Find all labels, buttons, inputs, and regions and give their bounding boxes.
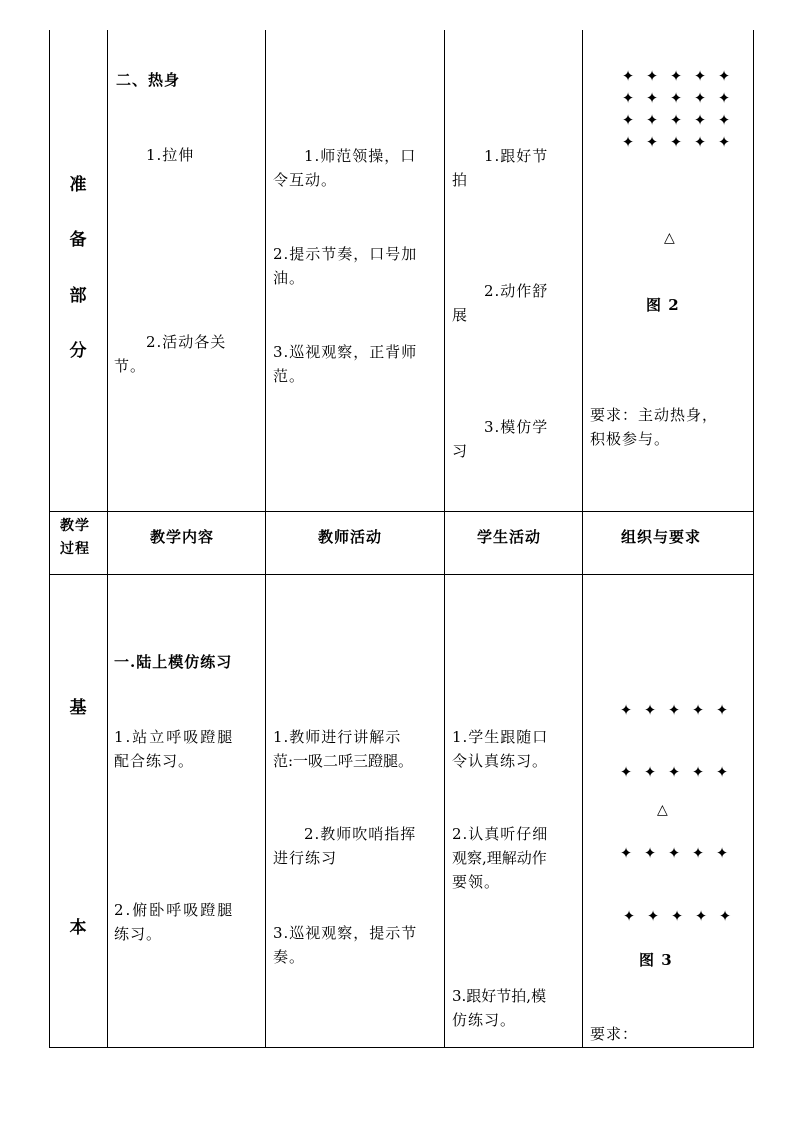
star-icon: ✦ (717, 111, 731, 129)
basic-star-row-3 (617, 843, 731, 863)
star-icon: ✦ (717, 67, 731, 85)
basic-requirement: 要求： (590, 1025, 639, 1043)
prep-student-1-line1: 1.跟好节 (484, 147, 549, 165)
star-icon: ✦ (717, 133, 731, 151)
prep-teacher-2-line2: 油。 (273, 269, 306, 287)
prep-star-row-1 (619, 66, 733, 86)
basic-teacher-2-line1: 2.教师吹哨指挥 (304, 825, 417, 843)
star-icon: ✦ (619, 844, 633, 862)
star-icon: ✦ (667, 763, 681, 781)
header-student: 学生活动 (477, 528, 542, 546)
star-icon: ✦ (694, 907, 708, 925)
star-icon: ✦ (643, 844, 657, 862)
col-divider-2 (265, 30, 266, 1048)
basic-star-row-2 (617, 762, 731, 782)
prep-side-char-3: 部 (69, 286, 87, 306)
star-icon: ✦ (691, 844, 705, 862)
star-icon: ✦ (693, 111, 707, 129)
prep-teacher-1-line2: 令互动。 (273, 171, 338, 189)
basic-student-2-line3: 要领。 (452, 873, 501, 891)
row-divider-2 (49, 574, 754, 575)
prep-teacher-1-line1: 1.师范领操，口 (304, 147, 417, 165)
star-icon: ✦ (715, 763, 729, 781)
prep-item-2-line1: 2.活动各关 (146, 333, 227, 351)
header-process-line2: 过程 (60, 541, 90, 557)
prep-student-3-line1: 3.模仿学 (484, 418, 549, 436)
basic-student-2-line1: 2.认真听仔细 (452, 825, 549, 843)
prep-star-row-2 (619, 88, 733, 108)
prep-star-row-3 (619, 110, 733, 130)
basic-figure-label: 图 3 (639, 951, 673, 969)
prep-teacher-3-line1: 3.巡视观察，正背师 (273, 343, 418, 361)
basic-student-3-line1: 3.跟好节拍,模 (452, 987, 547, 1005)
star-icon: ✦ (619, 763, 633, 781)
star-icon: ✦ (643, 763, 657, 781)
header-org: 组织与要求 (621, 528, 702, 546)
col-divider-4 (582, 30, 583, 1048)
star-icon: ✦ (669, 89, 683, 107)
star-icon: ✦ (621, 67, 635, 85)
basic-item-1-line1: 1.站立呼吸蹬腿 (114, 728, 235, 746)
star-icon: ✦ (717, 89, 731, 107)
star-icon: ✦ (621, 89, 635, 107)
teacher-triangle-icon: △ (664, 230, 675, 246)
star-icon: ✦ (621, 111, 635, 129)
basic-teacher-1-line2: 范:一吸二呼三蹬腿。 (273, 752, 414, 770)
basic-student-1-line1: 1.学生跟随口 (452, 728, 549, 746)
col-divider-3 (444, 30, 445, 1048)
star-icon: ✦ (715, 844, 729, 862)
basic-side-char-1: 基 (69, 698, 87, 718)
basic-item-1-line2: 配合练习。 (114, 752, 195, 770)
prep-student-2-line1: 2.动作舒 (484, 282, 549, 300)
star-icon: ✦ (645, 67, 659, 85)
prep-student-2-line2: 展 (452, 306, 469, 324)
star-icon: ✦ (667, 701, 681, 719)
prep-teacher-3-line2: 范。 (273, 367, 306, 385)
prep-requirement-line1: 要求：主动热身， (590, 406, 719, 424)
star-icon: ✦ (645, 111, 659, 129)
col-divider-1 (107, 30, 108, 1048)
basic-teacher-1-line1: 1.教师进行讲解示 (273, 728, 402, 746)
star-icon: ✦ (693, 89, 707, 107)
star-icon: ✦ (645, 133, 659, 151)
prep-teacher-2-line1: 2.提示节奏，口号加 (273, 245, 418, 263)
star-icon: ✦ (645, 89, 659, 107)
prep-star-row-4 (619, 132, 733, 152)
table-border-bottom (49, 1047, 754, 1048)
star-icon: ✦ (693, 133, 707, 151)
prep-figure-label: 图 2 (646, 296, 680, 314)
star-icon: ✦ (715, 701, 729, 719)
prep-side-char-2: 备 (69, 230, 87, 250)
star-icon: ✦ (622, 907, 636, 925)
prep-side-char-4: 分 (69, 341, 87, 361)
star-icon: ✦ (691, 763, 705, 781)
star-icon: ✦ (669, 133, 683, 151)
basic-student-3-line2: 仿练习。 (452, 1011, 517, 1029)
prep-item-2-line2: 节。 (114, 357, 147, 375)
star-icon: ✦ (669, 67, 683, 85)
header-content: 教学内容 (150, 528, 215, 546)
star-icon: ✦ (669, 111, 683, 129)
star-icon: ✦ (643, 701, 657, 719)
prep-student-3-line2: 习 (452, 442, 469, 460)
basic-item-2-line2: 练习。 (114, 925, 163, 943)
table-border-right (753, 30, 754, 1048)
header-teacher: 教师活动 (318, 528, 383, 546)
prep-section-title: 二、热身 (116, 71, 181, 89)
star-icon: ✦ (619, 701, 633, 719)
star-icon: ✦ (693, 67, 707, 85)
basic-student-2-line2: 观察,理解动作 (452, 849, 547, 867)
prep-student-1-line2: 拍 (452, 171, 469, 189)
basic-side-char-2: 本 (69, 918, 87, 938)
basic-star-row-1 (617, 700, 731, 720)
star-icon: ✦ (670, 907, 684, 925)
row-divider-1 (49, 511, 754, 512)
basic-star-row-4 (620, 906, 734, 926)
basic-section-title: 一.陆上模仿练习 (114, 653, 233, 671)
prep-item-1: 1.拉伸 (146, 146, 195, 164)
basic-item-2-line1: 2.俯卧呼吸蹬腿 (114, 901, 235, 919)
prep-requirement-line2: 积极参与。 (590, 430, 671, 448)
prep-side-char-1: 准 (69, 175, 87, 195)
teacher-triangle-icon: △ (657, 802, 668, 818)
basic-teacher-3-line2: 奏。 (273, 948, 306, 966)
basic-teacher-3-line1: 3.巡视观察，提示节 (273, 924, 418, 942)
star-icon: ✦ (718, 907, 732, 925)
star-icon: ✦ (691, 701, 705, 719)
star-icon: ✦ (646, 907, 660, 925)
basic-teacher-2-line2: 进行练习 (273, 849, 338, 867)
star-icon: ✦ (667, 844, 681, 862)
header-process-line1: 教学 (60, 518, 90, 534)
basic-student-1-line2: 令认真练习。 (452, 752, 549, 770)
star-icon: ✦ (621, 133, 635, 151)
